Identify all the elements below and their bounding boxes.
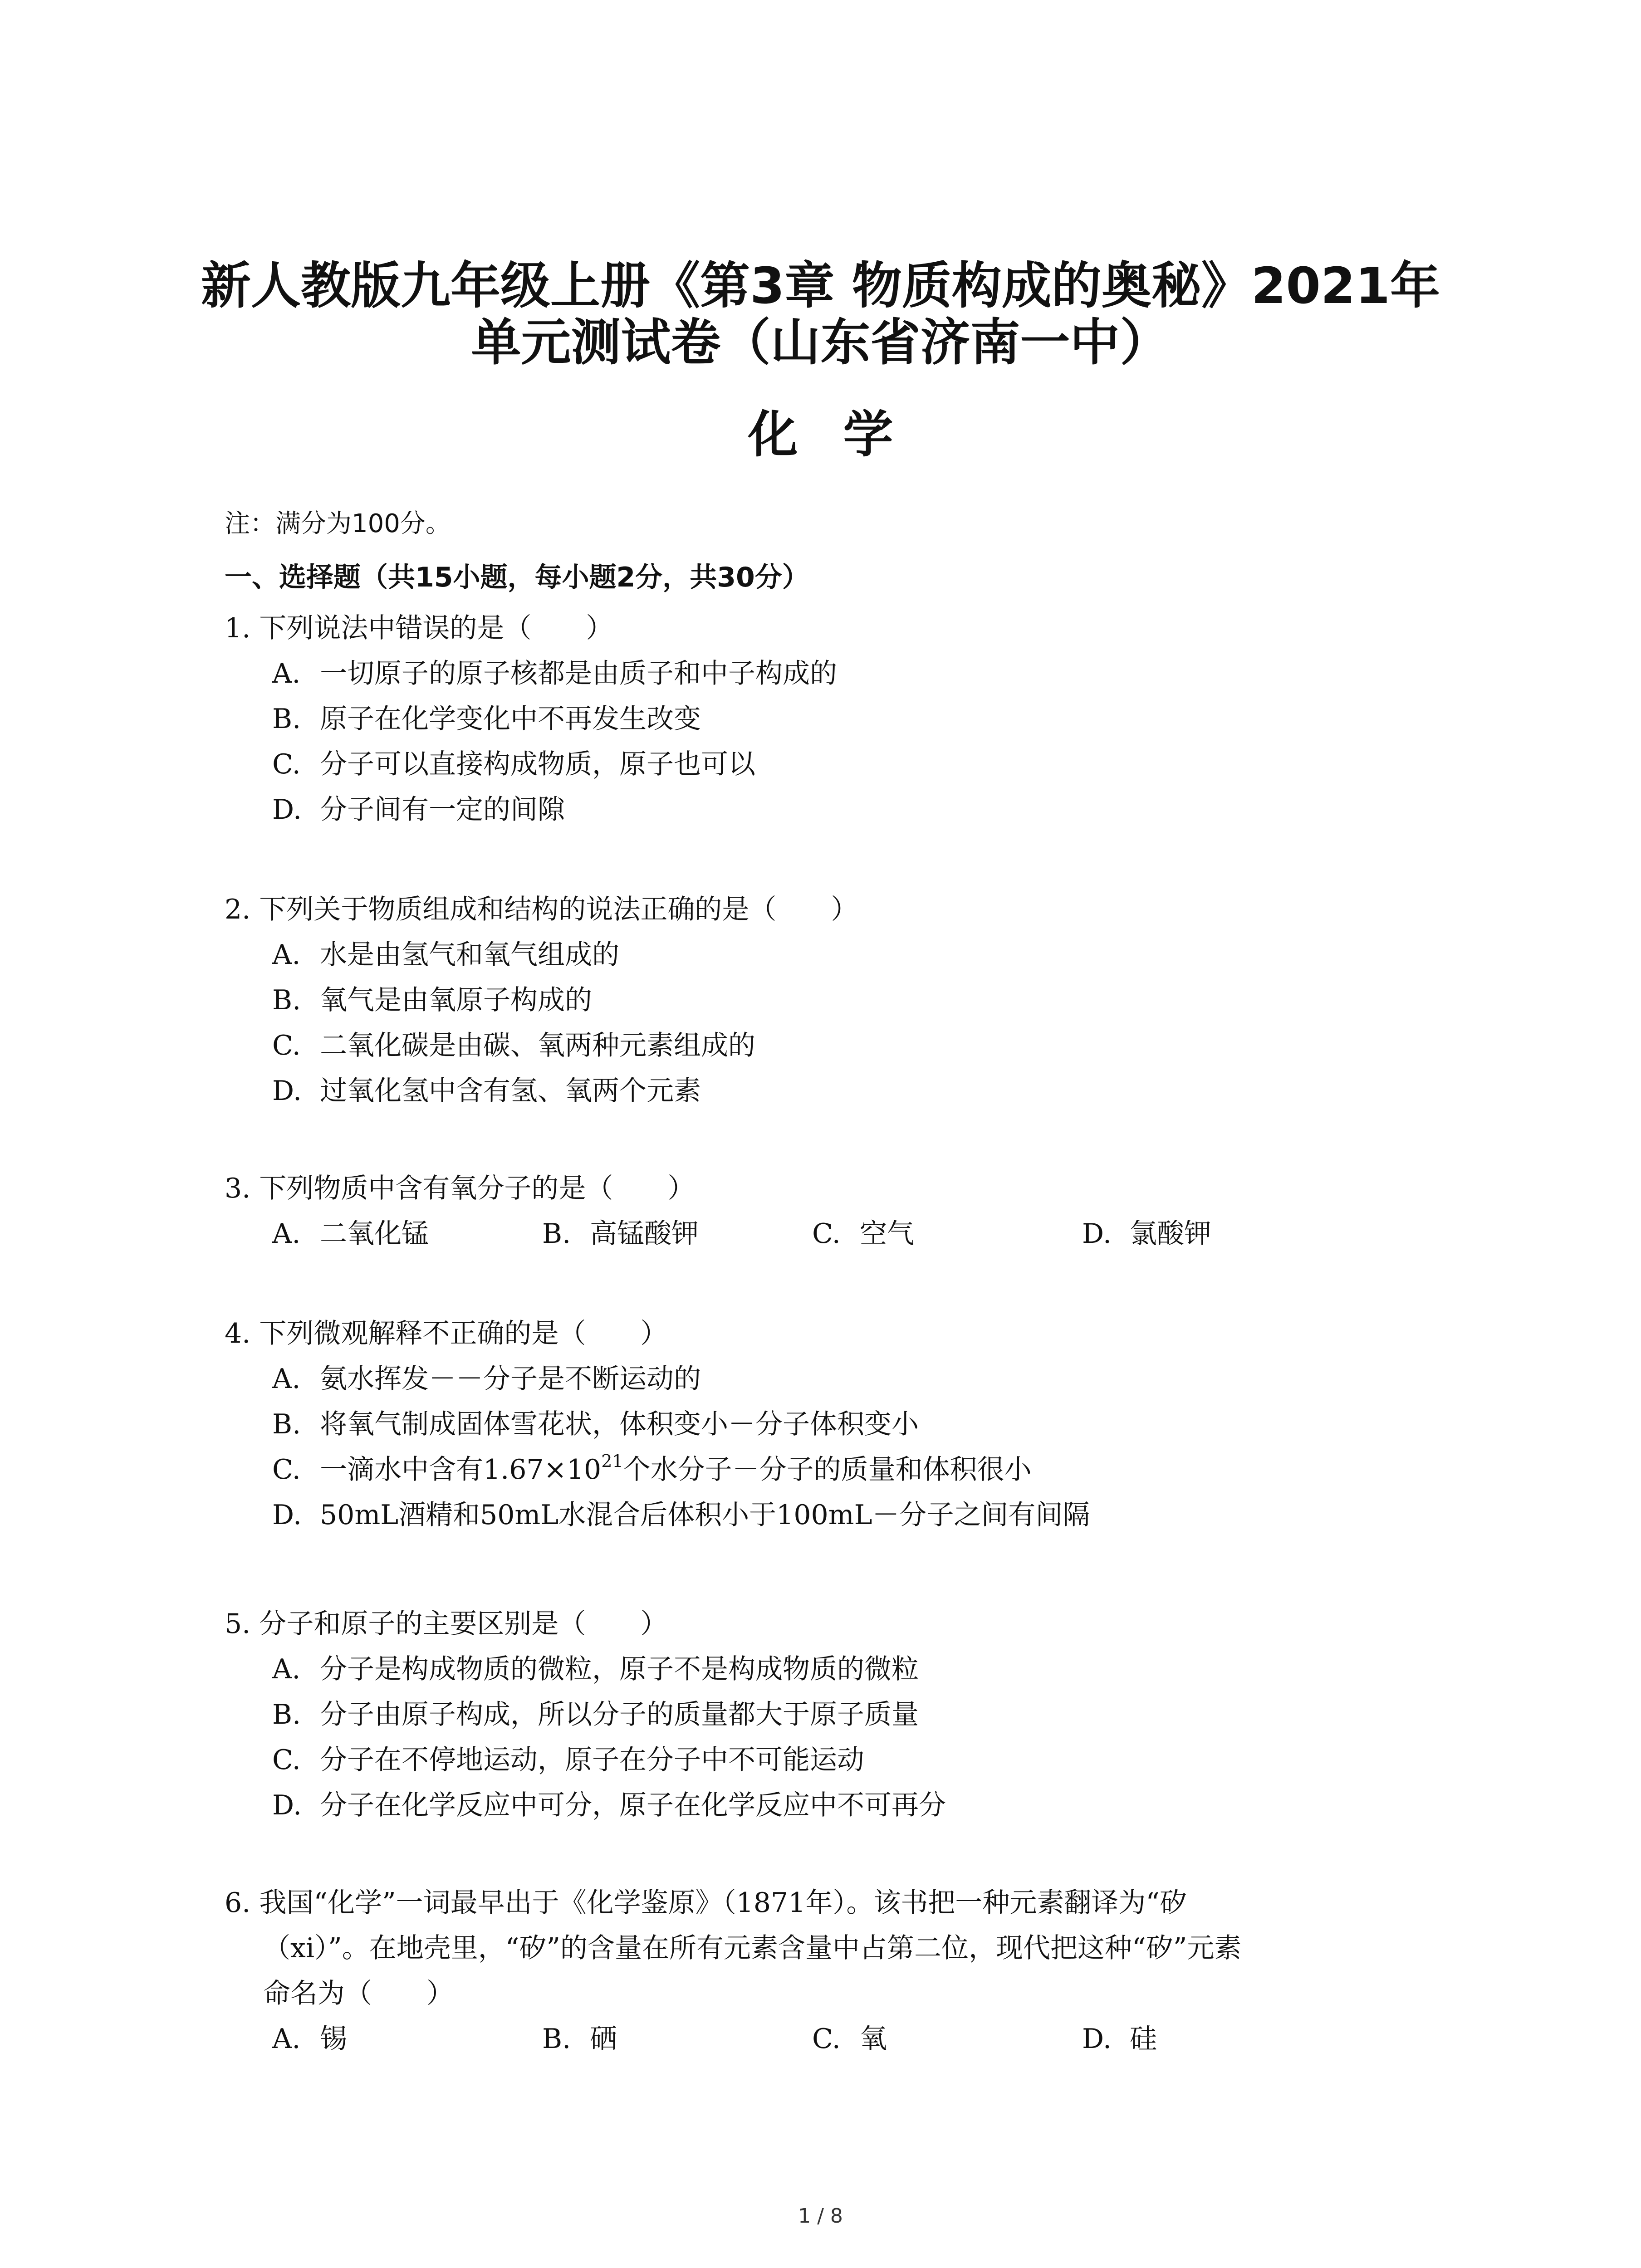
option-text-before: 一滴水中含有1.67×10 bbox=[320, 1454, 602, 1486]
option-text: 二氧化碳是由碳、氧两种元素组成的 bbox=[320, 1030, 755, 1061]
option-text: 过氧化氢中含有氢、氧两个元素 bbox=[320, 1075, 701, 1107]
option-label: A. bbox=[272, 939, 301, 971]
option-text: 分子可以直接构成物质，原子也可以 bbox=[320, 748, 755, 780]
option-label: D. bbox=[272, 1789, 302, 1821]
option-text: 氧 bbox=[860, 2023, 887, 2055]
option-text: 高锰酸钾 bbox=[590, 1218, 699, 1250]
option-b bbox=[272, 978, 1450, 1023]
question-text: 下列说法中错误的是（ ） bbox=[259, 612, 613, 644]
option-text: 分子在不停地运动，原子在分子中不可能运动 bbox=[320, 1744, 864, 1776]
option-label: B. bbox=[272, 1408, 301, 1440]
question-number: 4. bbox=[225, 1318, 251, 1349]
option-label: C. bbox=[272, 1744, 301, 1776]
option-c bbox=[272, 742, 1450, 787]
option-text: 硅 bbox=[1130, 2023, 1157, 2055]
option-label: B. bbox=[272, 703, 301, 735]
page-number: 1 / 8 bbox=[798, 2204, 843, 2228]
question-number: 2. bbox=[225, 894, 251, 925]
question-5 bbox=[225, 1601, 1450, 1828]
option-text: 氧气是由氧原子构成的 bbox=[320, 984, 592, 1016]
option-label: C. bbox=[272, 1030, 301, 1061]
option-label: B. bbox=[272, 984, 301, 1016]
option-c bbox=[812, 2016, 1082, 2062]
options-row bbox=[272, 2016, 1450, 2062]
exponent: 21 bbox=[601, 1451, 623, 1471]
question-number: 6. bbox=[225, 1887, 251, 1919]
option-label: A. bbox=[272, 658, 301, 689]
option-text: 空气 bbox=[860, 1218, 914, 1250]
question-3 bbox=[225, 1166, 1450, 1256]
question-number: 1. bbox=[225, 612, 251, 644]
question-4 bbox=[225, 1311, 1450, 1538]
option-label: C. bbox=[812, 2023, 841, 2055]
option-c bbox=[272, 1447, 1450, 1492]
option-label: A. bbox=[272, 1218, 301, 1250]
option-text: 50mL酒精和50mL水混合后体积小于100mL－分子之间有间隔 bbox=[320, 1499, 1090, 1531]
question-stem bbox=[225, 1601, 1450, 1647]
option-a bbox=[272, 932, 1450, 978]
option-text: 分子是构成物质的微粒，原子不是构成物质的微粒 bbox=[320, 1653, 919, 1685]
option-text: 硒 bbox=[590, 2023, 617, 2055]
option-d bbox=[272, 1783, 1450, 1828]
options-row bbox=[272, 1211, 1450, 1256]
exam-title-line-1: 新人教版九年级上册《第3章 物质构成的奥秘》2021年 bbox=[201, 257, 1440, 315]
option-text: 分子在化学反应中可分，原子在化学反应中不可再分 bbox=[320, 1789, 946, 1821]
question-text: 下列关于物质组成和结构的说法正确的是（ ） bbox=[259, 894, 858, 925]
question-number: 5. bbox=[225, 1608, 251, 1640]
question-stem bbox=[225, 887, 1450, 932]
option-a bbox=[272, 1647, 1450, 1692]
question-stem bbox=[225, 1311, 1450, 1356]
question-6 bbox=[225, 1880, 1450, 2062]
option-a bbox=[272, 1211, 542, 1256]
option-text: 分子间有一定的间隙 bbox=[320, 794, 565, 826]
option-label: A. bbox=[272, 1363, 301, 1395]
question-text-line-1: 我国“化学”一词最早出于《化学鉴原》（1871年）。该书把一种元素翻译为“矽 bbox=[259, 1887, 1187, 1919]
option-d bbox=[272, 1068, 1450, 1114]
option-b bbox=[272, 696, 1450, 742]
option-d bbox=[272, 1492, 1450, 1538]
option-label: D. bbox=[1082, 1218, 1112, 1250]
exam-title-line-2: 单元测试卷（山东省济南一中） bbox=[471, 313, 1170, 371]
option-c bbox=[272, 1737, 1450, 1783]
option-label: D. bbox=[1082, 2023, 1112, 2055]
question-text: 下列物质中含有氧分子的是（ ） bbox=[259, 1173, 695, 1204]
option-text: 氨水挥发－－分子是不断运动的 bbox=[320, 1363, 701, 1395]
question-text-line-2: （xi）”。在地壳里，“矽”的含量在所有元素含量中占第二位，现代把这种“矽”元素 bbox=[263, 1932, 1242, 1964]
option-label: C. bbox=[272, 1454, 301, 1486]
question-text-line-3: 命名为（ ） bbox=[263, 1978, 454, 2009]
option-text: 原子在化学变化中不再发生改变 bbox=[320, 703, 701, 735]
option-d bbox=[1082, 1211, 1352, 1256]
option-b bbox=[542, 2016, 812, 2062]
option-text: 分子由原子构成，所以分子的质量都大于原子质量 bbox=[320, 1699, 919, 1730]
score-note: 注：满分为100分。 bbox=[225, 509, 451, 538]
option-text: 一切原子的原子核都是由质子和中子构成的 bbox=[320, 658, 837, 689]
question-stem bbox=[225, 606, 1450, 651]
subject-heading: 化学 bbox=[748, 406, 939, 464]
option-label: B. bbox=[272, 1699, 301, 1730]
option-d bbox=[272, 787, 1450, 832]
option-label: A. bbox=[272, 2023, 301, 2055]
option-text: 锡 bbox=[320, 2023, 347, 2055]
option-c bbox=[812, 1211, 1082, 1256]
question-number: 3. bbox=[225, 1173, 251, 1204]
option-text: 二氧化锰 bbox=[320, 1218, 429, 1250]
question-text: 下列微观解释不正确的是（ ） bbox=[259, 1318, 668, 1349]
option-a bbox=[272, 651, 1450, 696]
option-d bbox=[1082, 2016, 1352, 2062]
option-label: C. bbox=[272, 748, 301, 780]
question-2 bbox=[225, 887, 1450, 1114]
question-text: 分子和原子的主要区别是（ ） bbox=[259, 1608, 668, 1640]
option-text: 水是由氢气和氧气组成的 bbox=[320, 939, 619, 971]
question-1 bbox=[225, 606, 1450, 832]
section-heading: 一、选择题（共15小题，每小题2分，共30分） bbox=[225, 562, 809, 593]
question-stem bbox=[225, 1166, 1450, 1211]
option-a bbox=[272, 1356, 1450, 1402]
option-label: B. bbox=[542, 1218, 571, 1250]
option-text: 将氧气制成固体雪花状，体积变小－分子体积变小 bbox=[320, 1408, 919, 1440]
option-c bbox=[272, 1023, 1450, 1068]
option-label: D. bbox=[272, 1499, 302, 1531]
option-a bbox=[272, 2016, 542, 2062]
option-text: 氯酸钾 bbox=[1130, 1218, 1211, 1250]
option-label: A. bbox=[272, 1653, 301, 1685]
question-stem bbox=[225, 1880, 1450, 1926]
option-b bbox=[542, 1211, 812, 1256]
option-label: B. bbox=[542, 2023, 571, 2055]
option-b bbox=[272, 1402, 1450, 1447]
option-label: D. bbox=[272, 794, 302, 826]
option-text-after: 个水分子－分子的质量和体积很小 bbox=[623, 1454, 1032, 1486]
option-label: C. bbox=[812, 1218, 841, 1250]
option-label: D. bbox=[272, 1075, 302, 1107]
option-b bbox=[272, 1692, 1450, 1737]
